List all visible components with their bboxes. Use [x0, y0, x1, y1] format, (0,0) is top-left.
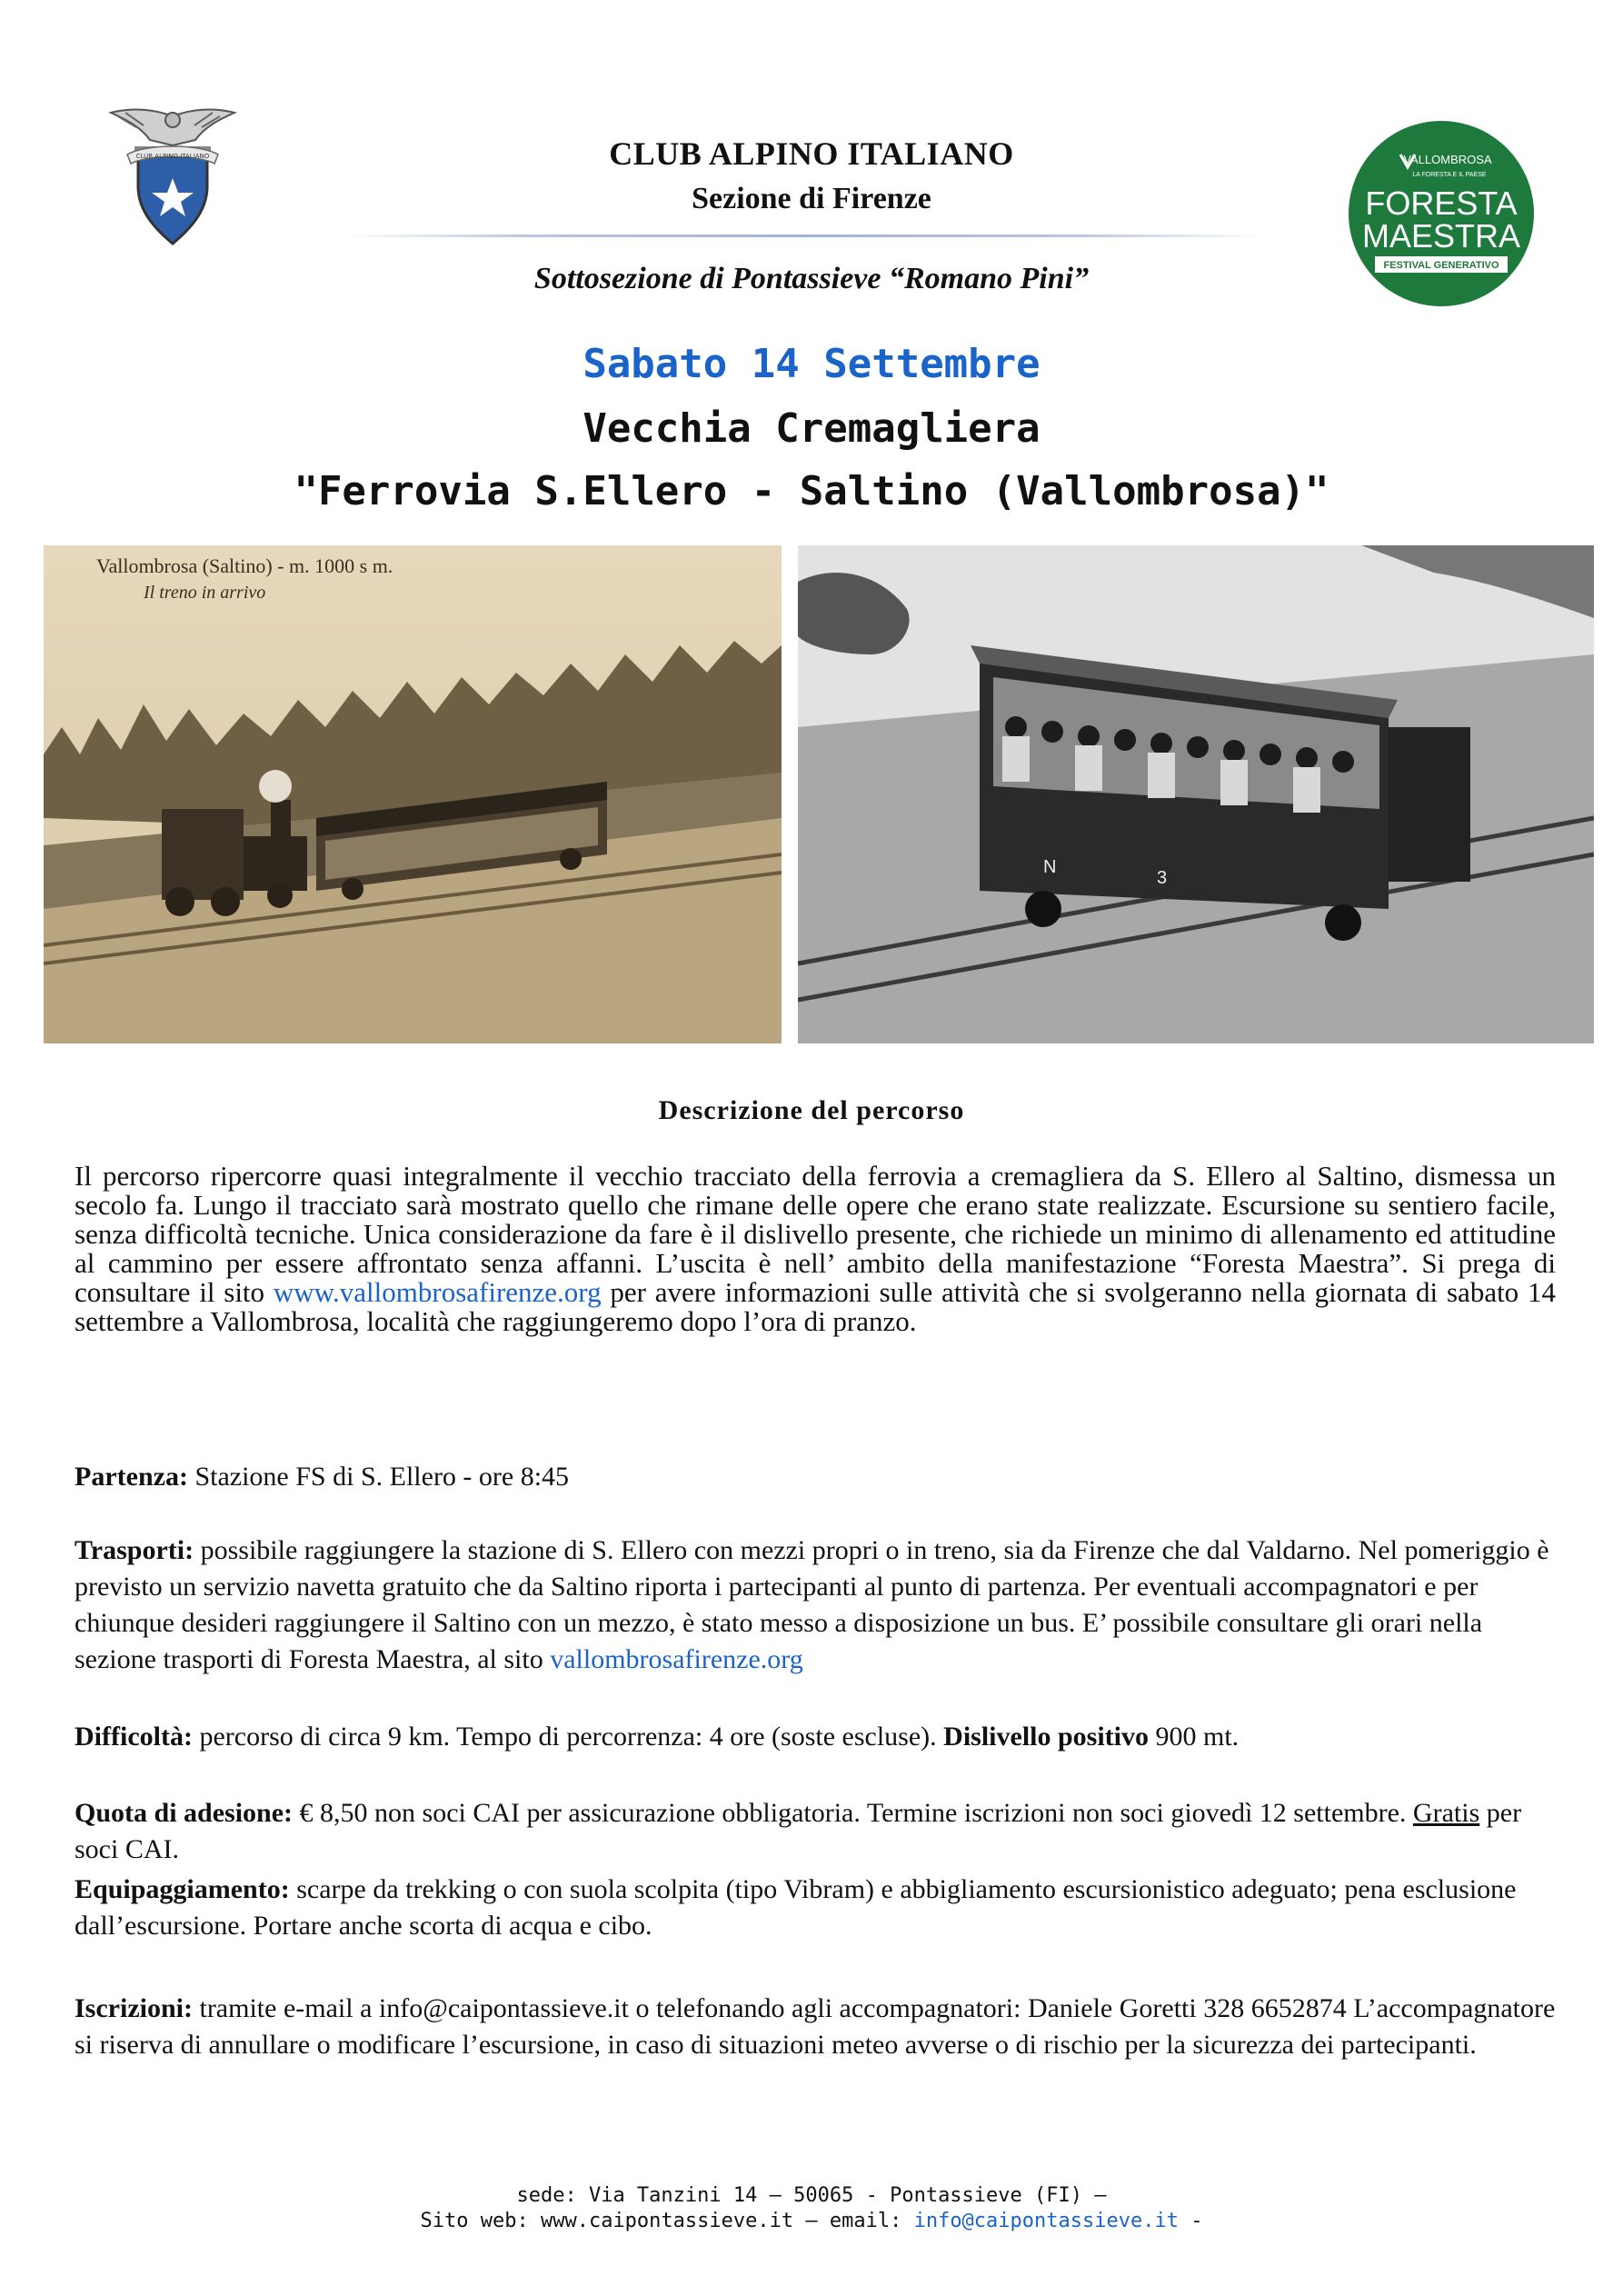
photo-right-plate-1: N: [1043, 857, 1057, 877]
footer-contacts: [0, 2210, 1623, 2232]
partenza-text: Stazione FS di S. Ellero - ore 8:45: [187, 1462, 570, 1492]
iscrizioni-label: Iscrizioni:: [75, 1993, 193, 2023]
trasporti-label: Trasporti:: [75, 1535, 194, 1565]
description-body: [75, 1162, 1556, 1336]
quota-block: [75, 1795, 1565, 1868]
header-section: Sezione di Firenze: [692, 182, 931, 215]
quota-gratis: Gratis: [1412, 1798, 1480, 1828]
equipaggiamento-label: Equipaggiamento:: [75, 1874, 290, 1904]
description-text-2: per avere informazioni sulle attività che si svolgeranno nella giornata di sabato 14 settembre a Vallombrosa, località che raggiungeremo dopo l’ora di pranzo.: [75, 1276, 1557, 1337]
quota-text-2: per soci CAI.: [75, 1798, 1522, 1864]
header-subsection: Sottosezione di Pontassieve “Romano Pini”: [533, 262, 1090, 295]
photo-right-plate-2: 3: [1157, 868, 1168, 888]
photo-left-caption-1: Vallombrosa (Saltino) - m. 1000 s m.: [96, 554, 393, 577]
cai-logo-text: CLUB ALPINO ITALIANO: [135, 153, 210, 160]
photo-tram-passengers: [798, 545, 1594, 1043]
fm-logo-word1: FORESTA: [1365, 185, 1518, 222]
photo-train-arriving: [44, 545, 782, 1043]
dislivello-label: Dislivello positivo: [943, 1722, 1150, 1752]
quota-label: Quota di adesione:: [75, 1798, 294, 1828]
footer-address: sede: Via Tanzini 14 – 50065 - Pontassieve (FI) –: [516, 2184, 1107, 2207]
difficolta-text: percorso di circa 9 km. Tempo di percorrenza: 4 ore (soste escluse).: [192, 1722, 944, 1752]
cai-logo: [100, 100, 245, 255]
fm-logo-word2: MAESTRA: [1361, 217, 1521, 255]
event-subtitle: "Ferrovia S.Ellero - Saltino (Vallombrosa)": [294, 468, 1329, 514]
description-text-1: Il percorso ripercorre quasi integralmente il vecchio tracciato della ferrovia a cremagliera da S. Ellero al Saltino, dismessa un secolo fa. Lungo il tracciato sarà mostrato quello che rimane delle opere che erano state realizzate. Escursione su sentiero facile, senza difficoltà tecniche. Unica considerazione da fare è il dislivello presente, che richiede un minimo di allenamento ed attitudine al cammino per essere affrontato senza affanni. L’uscita è nell’ ambito della manifestazione “Foresta Maestra”. Si prega di consultare il sito: [75, 1160, 1556, 1308]
header-org: CLUB ALPINO ITALIANO: [609, 135, 1014, 172]
event-date: Sabato 14 Settembre: [582, 341, 1041, 387]
fm-logo-small: LA FORESTA E IL PAESE: [1412, 172, 1487, 178]
description-heading: Descrizione del percorso: [658, 1095, 965, 1125]
dislivello-text: 900 mt.: [1149, 1722, 1240, 1752]
photo-left-caption-2: Il treno in arrivo: [144, 583, 266, 603]
partenza-block: [75, 1459, 1565, 1495]
trasporti-link[interactable]: vallombrosafirenze.org: [550, 1644, 803, 1674]
equipaggiamento-text: scarpe da trekking o con suola scolpita (tipo Vibram) e abbigliamento escursionistico adeguato; pena esclusione dall’escursione. Portare anche scorta di acqua e cibo.: [75, 1874, 1517, 1941]
partenza-label: Partenza:: [75, 1462, 188, 1492]
foresta-maestra-logo: [1348, 120, 1535, 307]
website-link[interactable]: www.vallombrosafirenze.org: [273, 1276, 602, 1308]
difficolta-label: Difficoltà:: [75, 1722, 193, 1752]
footer-email-link[interactable]: info@caipontassieve.it: [913, 2210, 1179, 2232]
event-title: Vecchia Cremagliera: [582, 405, 1041, 452]
fm-logo-top: VALLOMBROSA: [1403, 153, 1492, 166]
iscrizioni-block: [75, 1991, 1565, 2063]
equipaggiamento-block: [75, 1872, 1565, 1944]
footer-suffix: -: [1178, 2210, 1203, 2232]
footer-website: Sito web: www.caipontassieve.it – email:: [420, 2210, 914, 2232]
trasporti-block: [75, 1532, 1565, 1678]
trasporti-text: possibile raggiungere la stazione di S. Ellero con mezzi propri o in treno, sia da Firenze che dal Valdarno. Nel pomeriggio è previsto un servizio navetta gratuito che da Saltino riporta i partecipanti al punto di partenza. Per eventuali accompagnatori e per chiunque desideri raggiungere il Saltino con un mezzo, è stato messo a disposizione un bus. E’ possibile consultare gli orari nella sezione trasporti di Foresta Maestra, al sito: [75, 1535, 1549, 1674]
quota-text: € 8,50 non soci CAI per assicurazione obbligatoria. Termine iscrizioni non soci giovedì 12 settembre.: [293, 1798, 1413, 1828]
fm-logo-band: FESTIVAL GENERATIVO: [1383, 260, 1499, 271]
difficolta-block: [75, 1719, 1565, 1755]
header-divider: [345, 235, 1263, 237]
iscrizioni-text: tramite e-mail a info@caipontassieve.it o telefonando agli accompagnatori: Daniele Goretti 328 6652874 L’accompagnatore si riserva di annullare o modificare l’escursione, in caso di situazioni meteo avverse o di rischio per la sicurezza dei partecipanti.: [75, 1993, 1556, 2060]
